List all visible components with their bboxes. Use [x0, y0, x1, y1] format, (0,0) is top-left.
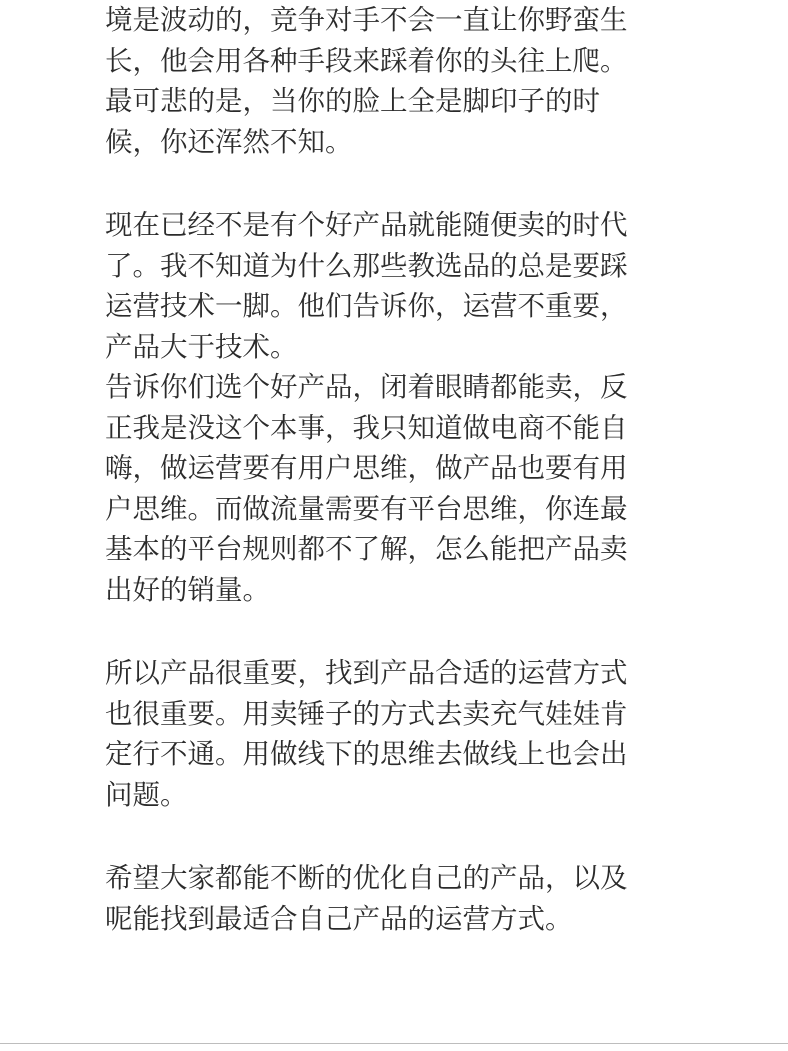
paragraph-4 — [105, 858, 675, 939]
text-line: 候，你还浑然不知。 — [105, 125, 353, 158]
text-line: 户思维。而做流量需要有平台思维，你连最 — [105, 492, 628, 525]
text-line: 现在已经不是有个好产品就能随便卖的时代 — [105, 209, 628, 241]
text-line: 长，他会用各种手段来踩着你的头往上爬。 — [105, 44, 628, 77]
text-line: 运营技术一脚。他们告诉你，运营不重要， — [105, 290, 628, 322]
text-line: 所以产品很重要，找到产品合适的运营方式 — [105, 657, 628, 689]
text-line: 嗨，做运营要有用户思维，做产品也要有用 — [105, 452, 628, 484]
paragraph-3 — [105, 653, 675, 815]
text-line: 产品大于技术。 — [105, 330, 298, 363]
text-line: 正我是没这个本事，我只知道做电商不能自 — [105, 411, 628, 444]
bottom-divider — [0, 1043, 788, 1044]
paragraph-2 — [105, 205, 675, 610]
text-line: 问题。 — [105, 778, 188, 811]
text-line: 基本的平台规则都不了解，怎么能把产品卖 — [105, 533, 628, 565]
text-line: 最可悲的是，当你的脸上全是脚印子的时 — [105, 85, 600, 117]
text-line: 境是波动的，竞争对手不会一直让你野蛮生 — [105, 4, 628, 36]
article-body — [105, 0, 675, 939]
text-line: 呢能找到最适合自己产品的运营方式。 — [105, 902, 573, 935]
text-line: 告诉你们选个好产品，闭着眼睛都能卖，反 — [105, 371, 628, 403]
paragraph-spacer — [105, 162, 675, 205]
text-line: 出好的销量。 — [105, 573, 270, 606]
text-line: 定行不通。用做线下的思维去做线上也会出 — [105, 738, 628, 770]
text-line: 也很重要。用卖锤子的方式去卖充气娃娃肯 — [105, 697, 628, 730]
paragraph-1 — [105, 0, 675, 162]
text-line: 希望大家都能不断的优化自己的产品，以及 — [105, 862, 628, 894]
text-line: 了。我不知道为什么那些教选品的总是要踩 — [105, 249, 628, 282]
paragraph-spacer — [105, 610, 675, 653]
paragraph-spacer — [105, 815, 675, 858]
